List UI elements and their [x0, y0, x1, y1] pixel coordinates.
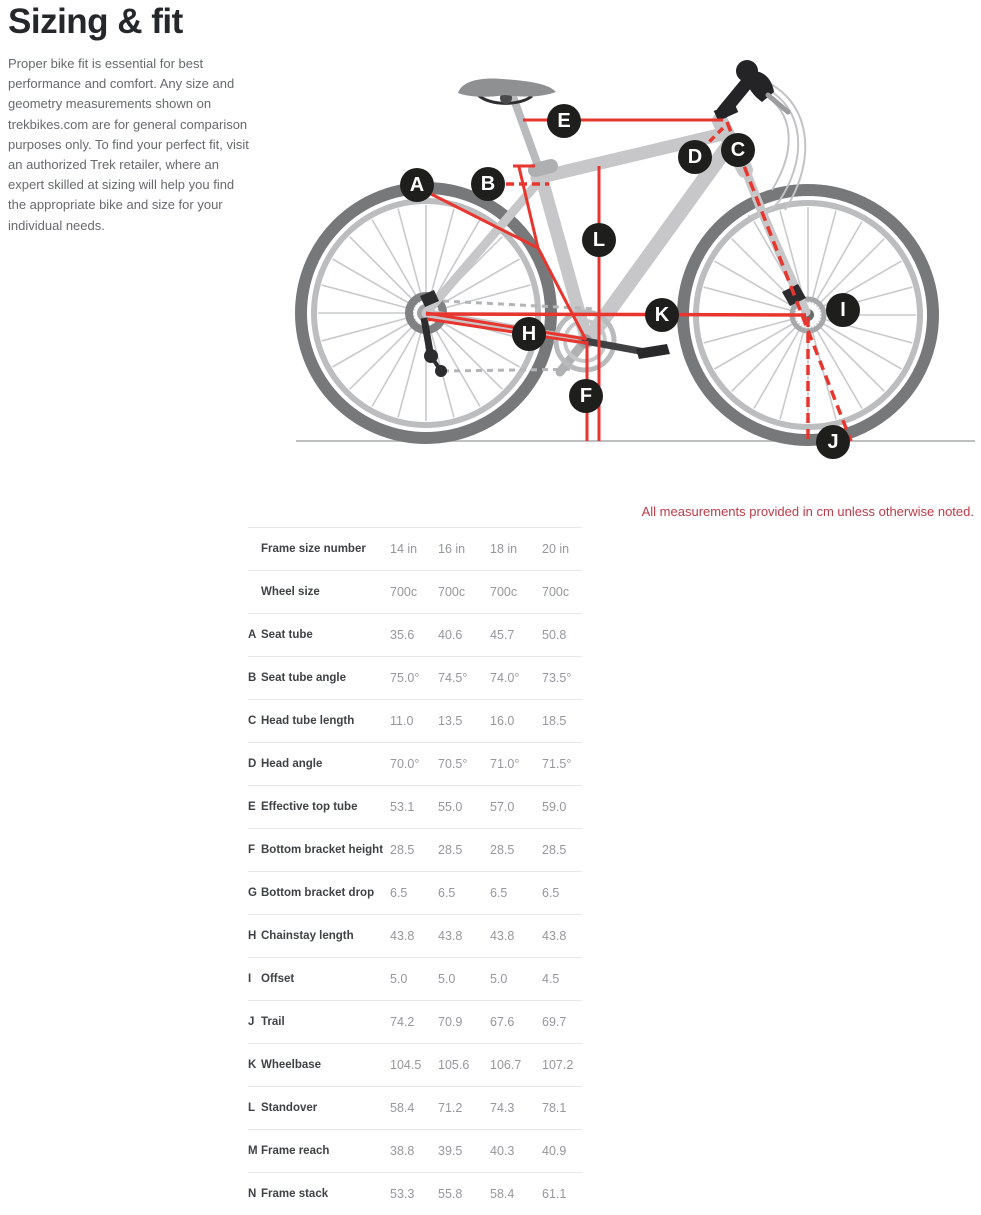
row-label: Standover: [261, 1102, 318, 1114]
row-value-4: 4.5: [542, 972, 560, 986]
row-value-3: 700c: [490, 585, 518, 599]
row-value-3: 58.4: [490, 1187, 515, 1201]
diagram-callout-H: H: [512, 317, 546, 351]
row-letter: D: [248, 758, 257, 770]
row-value-3: 28.5: [490, 843, 515, 857]
units-note: All measurements provided in cm unless otherwise noted.: [641, 504, 974, 519]
row-value-2: 700c: [438, 585, 466, 599]
row-value-1: 75.0°: [390, 671, 420, 685]
diagram-callout-J: J: [816, 425, 850, 459]
row-value-2: 74.5°: [438, 671, 468, 685]
row-value-1: 104.5: [390, 1058, 422, 1072]
row-value-4: 78.1: [542, 1101, 567, 1115]
bike-illustration: [290, 40, 980, 450]
row-value-2: 55.8: [438, 1187, 463, 1201]
row-value-1: 28.5: [390, 843, 415, 857]
row-value-2: 16 in: [438, 542, 466, 556]
row-value-2: 39.5: [438, 1144, 463, 1158]
row-value-1: 38.8: [390, 1144, 415, 1158]
row-value-3: 5.0: [490, 972, 508, 986]
table-row: [248, 1043, 582, 1086]
row-letter: G: [248, 887, 257, 899]
table-row: [248, 1000, 582, 1043]
row-value-4: 59.0: [542, 800, 567, 814]
row-value-4: 71.5°: [542, 757, 572, 771]
row-letter: C: [248, 715, 257, 727]
table-row: [248, 785, 582, 828]
table-row: [248, 742, 582, 785]
row-value-3: 67.6: [490, 1015, 515, 1029]
row-letter: B: [248, 672, 257, 684]
row-label: Chainstay length: [261, 930, 354, 942]
table-row: [248, 828, 582, 871]
table-row: [248, 699, 582, 742]
row-letter: L: [248, 1102, 256, 1114]
row-label: Frame size number: [261, 543, 366, 555]
intro-text: Proper bike fit is essential for best performance and comfort. Any size and geometry measurements shown on trekbikes.com are for general comparison purposes only. To find your perfect fit, visit an authorized Trek retailer, where an expert skilled at sizing will help you find the appropriate bike and size for your individual needs.: [8, 56, 249, 233]
row-value-2: 105.6: [438, 1058, 470, 1072]
row-value-3: 43.8: [490, 929, 515, 943]
row-label: Wheelbase: [261, 1059, 322, 1071]
row-value-1: 6.5: [390, 886, 408, 900]
row-letter: N: [248, 1188, 257, 1200]
row-value-3: 74.3: [490, 1101, 515, 1115]
row-label: Head tube length: [261, 715, 355, 727]
row-value-2: 40.6: [438, 628, 463, 642]
row-value-1: 70.0°: [390, 757, 420, 771]
row-value-3: 71.0°: [490, 757, 520, 771]
row-letter: F: [248, 844, 256, 856]
diagram-callout-C: C: [721, 133, 755, 167]
row-value-1: 35.6: [390, 628, 415, 642]
row-letter: I: [248, 973, 252, 985]
row-value-1: 74.2: [390, 1015, 415, 1029]
diagram-callout-F: F: [569, 379, 603, 413]
row-value-3: 74.0°: [490, 671, 520, 685]
page-title: Sizing & fit: [8, 2, 183, 41]
row-value-4: 50.8: [542, 628, 567, 642]
row-value-1: 43.8: [390, 929, 415, 943]
diagram-callout-E: E: [547, 104, 581, 138]
row-value-4: 700c: [542, 585, 570, 599]
row-value-2: 28.5: [438, 843, 463, 857]
row-label: Bottom bracket drop: [261, 887, 375, 899]
row-value-2: 70.9: [438, 1015, 463, 1029]
row-label: Frame stack: [261, 1188, 329, 1200]
row-label: Head angle: [261, 758, 323, 770]
row-value-3: 57.0: [490, 800, 515, 814]
row-label: Seat tube: [261, 629, 313, 641]
row-value-4: 6.5: [542, 886, 560, 900]
row-letter: K: [248, 1059, 257, 1071]
row-value-4: 107.2: [542, 1058, 574, 1072]
diagram-callout-D: D: [678, 140, 712, 174]
row-letter: J: [248, 1016, 255, 1028]
diagram-callout-L: L: [582, 223, 616, 257]
row-value-3: 45.7: [490, 628, 515, 642]
row-value-1: 14 in: [390, 542, 418, 556]
row-value-2: 71.2: [438, 1101, 463, 1115]
row-value-1: 58.4: [390, 1101, 415, 1115]
table-row: [248, 1129, 582, 1172]
table-row: [248, 914, 582, 957]
row-label: Wheel size: [261, 586, 320, 598]
row-value-1: 11.0: [390, 714, 414, 728]
row-value-3: 6.5: [490, 886, 508, 900]
row-value-4: 69.7: [542, 1015, 567, 1029]
row-value-3: 18 in: [490, 542, 518, 556]
row-value-2: 13.5: [438, 714, 463, 728]
table-row: [248, 527, 582, 570]
row-value-4: 73.5°: [542, 671, 572, 685]
row-value-1: 5.0: [390, 972, 408, 986]
row-label: Bottom bracket height: [261, 844, 384, 856]
diagram-callout-I: I: [826, 293, 860, 327]
table-row: [248, 656, 582, 699]
row-value-1: 53.1: [390, 800, 415, 814]
row-label: Frame reach: [261, 1145, 330, 1157]
row-value-1: 53.3: [390, 1187, 415, 1201]
row-value-3: 40.3: [490, 1144, 515, 1158]
row-label: Seat tube angle: [261, 672, 346, 684]
row-label: Trail: [261, 1016, 285, 1028]
row-value-4: 43.8: [542, 929, 567, 943]
row-letter: M: [248, 1145, 258, 1157]
row-value-2: 5.0: [438, 972, 456, 986]
row-letter: A: [248, 629, 257, 641]
row-label: Effective top tube: [261, 801, 358, 813]
row-value-2: 6.5: [438, 886, 456, 900]
row-value-2: 70.5°: [438, 757, 468, 771]
row-letter: H: [248, 930, 257, 942]
geometry-table: [248, 527, 582, 1215]
line-K-wheelbase: [426, 314, 806, 315]
row-value-2: 43.8: [438, 929, 463, 943]
table-row: [248, 871, 582, 914]
table-row: [248, 570, 582, 613]
row-value-3: 16.0: [490, 714, 515, 728]
diagram-callout-A: A: [400, 168, 434, 202]
row-value-1: 700c: [390, 585, 418, 599]
table-row: [248, 957, 582, 1000]
row-value-4: 20 in: [542, 542, 570, 556]
table-row: [248, 1172, 582, 1215]
row-value-4: 61.1: [542, 1187, 567, 1201]
diagram-callout-B: B: [471, 167, 505, 201]
bike-geometry-diagram: [0, 0, 981, 470]
row-value-2: 55.0: [438, 800, 463, 814]
row-value-4: 18.5: [542, 714, 567, 728]
row-value-4: 40.9: [542, 1144, 567, 1158]
row-value-4: 28.5: [542, 843, 567, 857]
diagram-callout-K: K: [645, 298, 679, 332]
row-label: Offset: [261, 973, 295, 985]
table-row: [248, 1086, 582, 1129]
table-row: [248, 613, 582, 656]
row-value-3: 106.7: [490, 1058, 522, 1072]
row-letter: E: [248, 801, 256, 813]
saddle: [458, 79, 556, 104]
